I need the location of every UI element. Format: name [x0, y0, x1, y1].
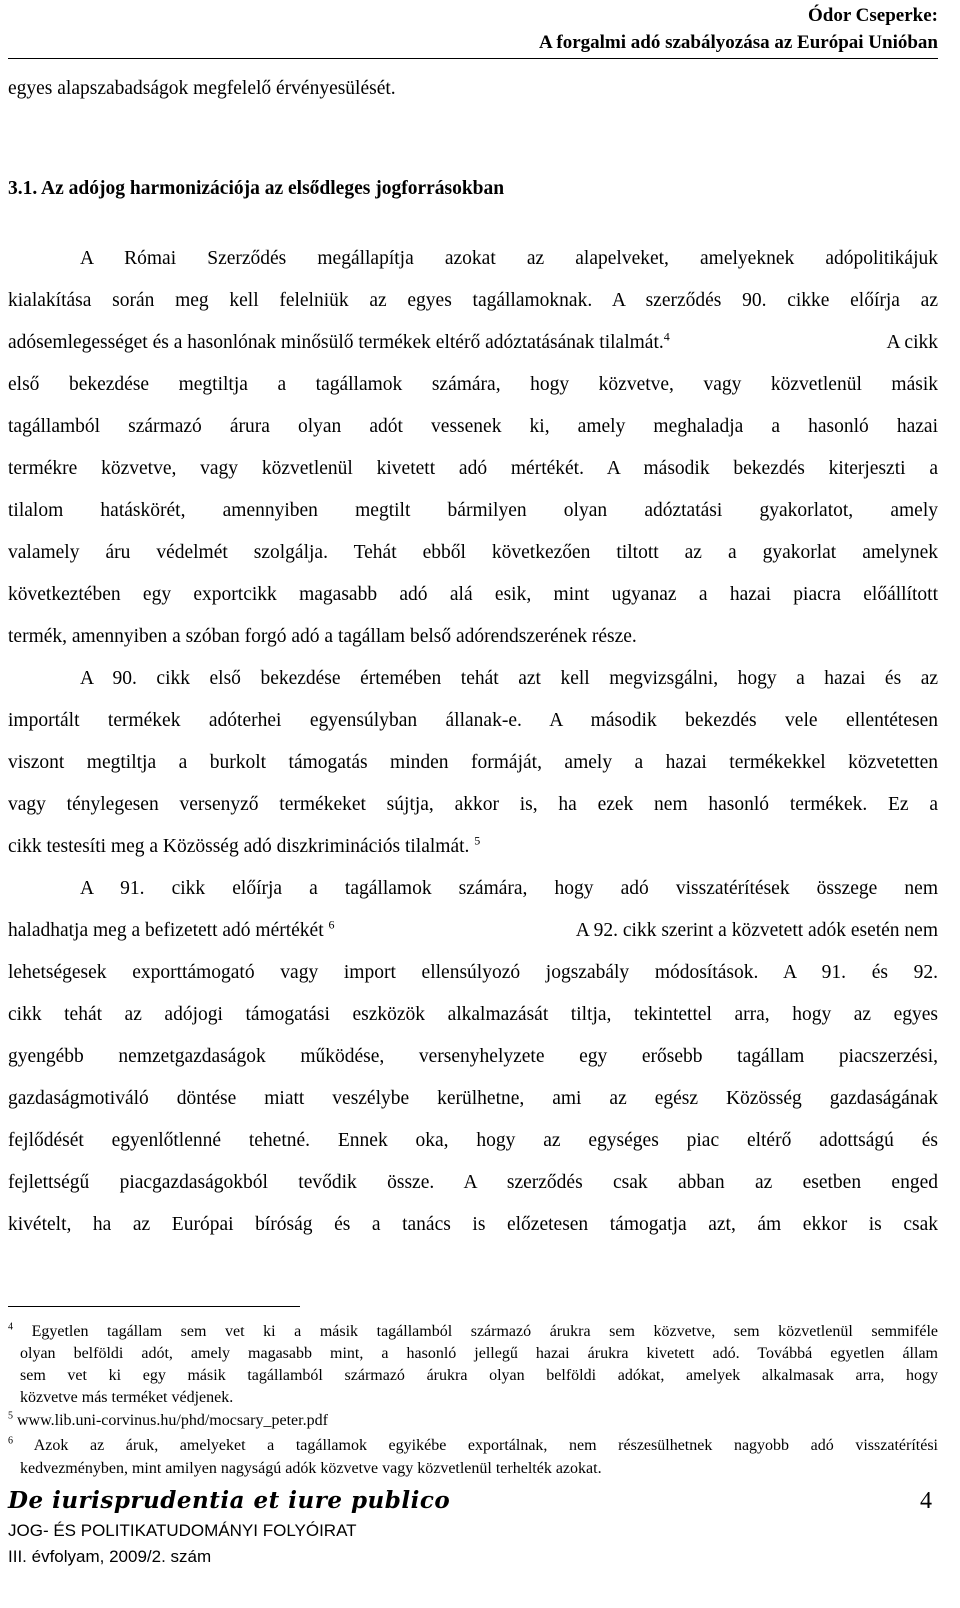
- footnote-4-line: sem vet ki egy másik tagállamból származó árukra olyan belföldi adókat, amelyek alkalmasak arra, hogy: [20, 1367, 938, 1384]
- paragraph-line: fejlődését egyenlőtlenné tehetné. Ennek oka, hogy az egységes piac eltérő adottságú és: [8, 1130, 938, 1151]
- paragraph-line-text: adósemlegességet és a hasonlónak minősülő termékek eltérő adóztatásának tilalmát.: [8, 332, 664, 353]
- paragraph-line: első bekezdése megtiltja a tagállamok számára, hogy közvetve, vagy közvetlenül másik: [8, 374, 938, 395]
- header-author: Ódor Cseperke:: [808, 5, 938, 26]
- page-number: 4: [920, 1488, 932, 1514]
- footnote-ref: 5: [474, 833, 481, 848]
- paragraph-line: A 92. cikk szerint a közvetett adók esetén nem: [575, 920, 938, 941]
- paragraph-line: valamely áru védelmét szolgálja. Tehát ebből következően tiltott az a gyakorlat amelynek: [8, 542, 938, 563]
- section-heading: 3.1. Az adójog harmonizációja az elsődleges jogforrásokban: [8, 178, 505, 199]
- paragraph-line: [8, 835, 938, 859]
- paragraph-line: tagállamból származó árura olyan adót vessenek ki, amely meghaladja a hasonló hazai: [8, 416, 938, 437]
- footnote-4-line: közvetve más terméket védjenek.: [20, 1389, 234, 1406]
- footnote-6: [8, 1435, 938, 1456]
- paragraph-line: [8, 331, 670, 355]
- footnote-ref: 6: [328, 917, 335, 932]
- paragraph-line: következtében egy exportcikk magasabb adó alá esik, mint ugyanaz a hazai piacra előállított: [8, 584, 938, 605]
- intro-line: egyes alapszabadságok megfelelő érvényesülését.: [8, 78, 396, 99]
- paragraph-line: gazdaságmotiváló döntése miatt veszélybe kerülhetne, ami az egész Közösség gazdaságának: [8, 1088, 938, 1109]
- footnote-divider: [8, 1306, 300, 1307]
- paragraph-line: termékre közvetve, vagy közvetlenül kivetett adó mértékét. A második bekezdés kiterjeszti a: [8, 458, 938, 479]
- paragraph-line-text: cikk testesíti meg a Közösség adó diszkriminációs tilalmát.: [8, 836, 470, 857]
- paragraph-line: cikk tehát az adójogi támogatási eszközök alkalmazását tiltja, tekintettel arra, hogy az egyes: [8, 1004, 938, 1025]
- paragraph-line: termék, amennyiben a szóban forgó adó a tagállam belső adórendszerének része.: [8, 626, 637, 647]
- footnote-text: Egyetlen tagállam sem vet ki a másik tagállamból származó árukra sem közvetve, sem közvetlenül semmiféle: [31, 1323, 938, 1340]
- journal-subtitle: JOG- ÉS POLITIKATUDOMÁNYI FOLYÓIRAT: [8, 1521, 357, 1540]
- paragraph-line: viszont megtiltja a burkolt támogatás minden formáját, amely a hazai termékekkel közvetetten: [8, 752, 938, 773]
- paragraph-line: kivételt, ha az Európai bíróság és a tanács is előzetesen támogatja azt, ám ekkor is csak: [8, 1214, 938, 1235]
- paragraph-line: tilalom hatáskörét, amennyiben megtilt bármilyen olyan adóztatási gyakorlatot, amely: [8, 500, 938, 521]
- footnote-4-line: olyan belföldi adót, amely magasabb mint, a hasonló jellegű hazai árukra kivetett adó. Továbbá egyetlen állam: [20, 1345, 938, 1362]
- header-divider: [8, 58, 938, 59]
- footnote-link[interactable]: www.lib.uni-corvinus.hu/phd/mocsary_peter.pdf: [17, 1412, 328, 1429]
- paragraph-line: A cikk: [886, 332, 938, 353]
- paragraph-line: fejlettségű piacgazdaságokból tevődik össze. A szerződés csak abban az esetben enged: [8, 1172, 938, 1193]
- paragraph-line: lehetségesek exporttámogató vagy import ellensúlyozó jogszabály módosítások. A 91. és 92.: [8, 962, 938, 983]
- footnote-4: [8, 1321, 938, 1342]
- paragraph-line: A 91. cikk előírja a tagállamok számára, hogy adó visszatérítések összege nem: [80, 878, 938, 899]
- paragraph-line: kialakítása során meg kell felelniük az egyes tagállamoknak. A szerződés 90. cikke előírja az: [8, 290, 938, 311]
- journal-issue: III. évfolyam, 2009/2. szám: [8, 1547, 212, 1566]
- footnote-ref: 4: [663, 329, 670, 344]
- paragraph-line: vagy ténylegesen versenyző termékeket sújtja, akkor is, ha ezek nem hasonló termékek. Ez a: [8, 794, 938, 815]
- footnote-mark: 4: [8, 1321, 13, 1333]
- paragraph-line: [8, 919, 335, 943]
- footnote-mark: 6: [8, 1435, 13, 1447]
- header-title: A forgalmi adó szabályozása az Európai Unióban: [538, 32, 938, 53]
- running-header: [539, 2, 938, 56]
- footnote-text: Azok az áruk, amelyeket a tagállamok egyikébe exportálnak, nem részesülhetnek nagyobb adó visszatérítési: [33, 1437, 938, 1454]
- journal-title: De iurisprudentia et iure publico: [8, 1487, 451, 1514]
- paragraph-line: A Római Szerződés megállapítja azokat az alapelveket, amelyeknek adópolitikájuk: [80, 248, 938, 269]
- paragraph-line: gyengébb nemzetgazdaságok működése, versenyhelyzete egy erősebb tagállam piacszerzési,: [8, 1046, 938, 1067]
- footnote-5: [8, 1410, 938, 1431]
- footnote-6-line: kedvezményben, mint amilyen nagyságú adók közvetve vagy közvetlenül terhelték azokat.: [20, 1460, 602, 1477]
- paragraph-line: A 90. cikk első bekezdése értemében tehát azt kell megvizsgálni, hogy a hazai és az: [80, 668, 938, 689]
- paragraph-line-text: haladhatja meg a befizetett adó mértékét: [8, 920, 324, 941]
- footnote-mark: 5: [8, 1410, 13, 1422]
- paragraph-line: importált termékek adóterhei egyensúlyban állanak-e. A második bekezdés vele ellentétesen: [8, 710, 938, 731]
